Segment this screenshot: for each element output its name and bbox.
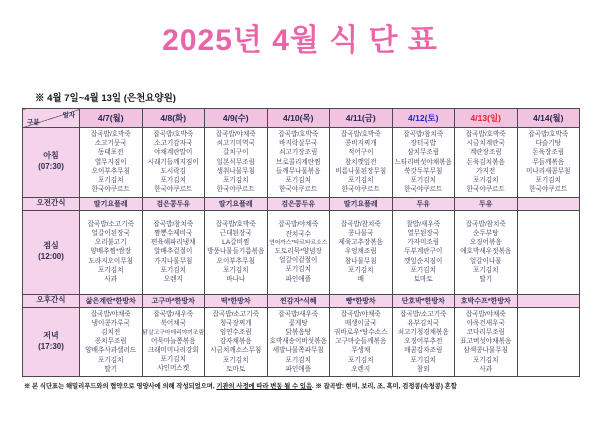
- menu-item: 오이부추무침: [216, 257, 255, 265]
- menu-item: 양배추사과샐러드: [85, 347, 137, 355]
- menu-item: 연어까스*타르타르소스: [269, 239, 328, 246]
- menu-item: 돈육장조림: [532, 149, 565, 157]
- menu-item: 아욱건새우국: [466, 319, 505, 327]
- menu-item: 잡곡밥/새우죽: [278, 310, 319, 318]
- table-row: [23, 197, 580, 210]
- menu-item: 삼색콩나물무침: [463, 347, 509, 355]
- menu-item: 꽃게탕: [288, 319, 308, 327]
- menu-item: 포기김치: [223, 356, 249, 364]
- menu-item: 한국야쿠르트: [279, 186, 318, 194]
- snack-cell: 딸기요플레: [80, 197, 143, 210]
- menu-item: 포기김치: [348, 356, 374, 364]
- menu-item: 포기김치: [410, 356, 436, 364]
- menu-item: 근대된장국: [219, 229, 252, 237]
- row-header-label: 아침: [43, 151, 59, 161]
- menu-item: 무들깨볶음: [532, 158, 565, 166]
- meal-cell: [267, 307, 330, 377]
- menu-item: 잡곡밥/호박죽: [90, 131, 131, 138]
- menu-item: 감자채볶음: [219, 338, 252, 346]
- menu-item: 포기김치: [98, 266, 124, 274]
- menu-item: 다슬기탕: [535, 140, 561, 148]
- menu-item: 잡곡밥/참치죽: [403, 131, 444, 138]
- menu-item: 열무된장국: [407, 229, 440, 237]
- meal-cell: [142, 210, 205, 294]
- menu-item: 오징어볶음: [469, 239, 502, 247]
- menu-item: 갈치구이: [223, 149, 249, 157]
- column-header: 4/8(화): [142, 109, 205, 128]
- menu-item: 가자미조림: [407, 239, 440, 247]
- menu-item: 포기김치: [348, 177, 374, 185]
- snack-cell: 검은콩두유: [267, 197, 330, 210]
- snack-cell: 두유: [455, 197, 518, 210]
- column-header: 4/13(일): [455, 109, 518, 128]
- menu-item: 사과: [479, 365, 493, 373]
- menu-item: 청국장찌개: [219, 319, 252, 327]
- menu-item: 유부김치국: [407, 319, 440, 327]
- menu-item: 잡곡밥/야채죽: [465, 310, 506, 318]
- menu-item: 잡곡밥/소고기죽: [87, 220, 134, 228]
- column-header: 4/12(토): [392, 109, 455, 128]
- menu-item: 잡곡밥/참치죽: [465, 220, 506, 228]
- menu-item: 바지락살무국: [279, 140, 318, 148]
- meal-cell: [205, 210, 268, 294]
- meal-cell: [80, 307, 143, 377]
- menu-item: 가지나물무침: [154, 257, 193, 265]
- date-range-subtitle: ※ 4월 7일~4월 13일 (은천요양원): [35, 93, 176, 104]
- menu-item: 딸기: [104, 365, 118, 373]
- row-header: [23, 210, 80, 294]
- menu-item: 잡곡밥/야채죽: [278, 221, 319, 229]
- table-row: [23, 294, 580, 307]
- menu-item: 브로콜리계란찜: [275, 158, 321, 166]
- footer-note-underlined: 기관의 사정에 따라 변동 될 수 있음: [216, 383, 313, 391]
- menu-item: 잡곡밥/소고기죽: [212, 310, 259, 318]
- snack-cell: 딸기요플레: [330, 197, 393, 210]
- menu-item: 한국야쿠르트: [91, 186, 130, 194]
- menu-item: 한국야쿠르트: [341, 186, 380, 194]
- menu-item: 동태포전: [98, 149, 124, 157]
- menu-item: 적어구이: [348, 149, 374, 157]
- menu-item: 포기김치: [285, 177, 311, 185]
- menu-item: 한국야쿠르트: [466, 186, 505, 194]
- menu-item: 포기김치: [160, 356, 186, 364]
- menu-item: 얼갈이겉절이: [279, 257, 318, 265]
- menu-item: 방풍나물들기름볶음: [207, 248, 265, 256]
- menu-item: 얼갈이나물: [469, 257, 502, 265]
- meal-cell: [267, 128, 330, 198]
- menu-item: 무생채: [351, 347, 371, 355]
- menu-item: 딸기: [479, 276, 493, 284]
- menu-item: 오이부추무침: [91, 167, 130, 175]
- menu-item: 토마토: [226, 365, 246, 373]
- meal-cell: [330, 210, 393, 294]
- meal-cell: [517, 128, 580, 198]
- menu-item: 포기김치: [410, 266, 436, 274]
- menu-item: 배: [357, 276, 364, 284]
- menu-item: 포기김치: [348, 266, 374, 274]
- corner-bottom-label: 구분: [27, 119, 40, 126]
- menu-item: 잡곡밥/참치죽: [340, 220, 381, 228]
- menu-item: 소고기감자국: [154, 140, 193, 148]
- menu-item: 잔치국수: [285, 230, 311, 238]
- menu-item: 비름나물된장무침: [335, 167, 387, 175]
- menu-item: 양배추찜*쌈장: [90, 248, 132, 256]
- menu-item: 매콤감자조림: [404, 347, 443, 355]
- row-header-label: 오후간식: [36, 295, 66, 305]
- meal-cell: [392, 128, 455, 198]
- snack-cell: 삶은계란*한방차: [80, 294, 143, 307]
- column-header: 4/11(금): [330, 109, 393, 128]
- menu-item: 포기김치: [98, 356, 124, 364]
- menu-item: 파인애플: [285, 275, 311, 283]
- header-row: [23, 109, 580, 128]
- snack-cell: [517, 294, 580, 307]
- menu-item: 김치전: [101, 328, 121, 336]
- menu-item: 호박새송이버섯볶음: [269, 338, 327, 346]
- menu-item: 돈육김치볶음: [466, 158, 505, 166]
- menu-item: 포기김치: [223, 266, 249, 274]
- menu-item: 한국야쿠르트: [529, 186, 568, 194]
- row-header: [23, 128, 80, 198]
- snack-cell: 두유: [392, 197, 455, 210]
- menu-item: 포기김치: [98, 177, 124, 185]
- menu-item: 잡곡밥/호박죽: [278, 131, 319, 138]
- snack-cell: 딸기요플레: [205, 197, 268, 210]
- menu-item: 시금치깨소스무침: [210, 347, 262, 355]
- menu-item: 야채계란말이: [154, 149, 193, 157]
- menu-item: 잡곡밥/호박죽: [215, 220, 256, 228]
- menu-item: 잡곡밥/호박죽: [153, 131, 194, 138]
- menu-item: 표고버섯야채볶음: [460, 338, 512, 346]
- row-header-time: (07:30): [38, 162, 64, 172]
- menu-item: 도라지오이무침: [88, 257, 134, 265]
- menu-item: 북어채국: [160, 320, 186, 328]
- menu-item: 쇠고기미역국: [216, 140, 255, 148]
- menu-item: 알배추겉절이: [154, 248, 193, 256]
- meal-cell: [517, 307, 580, 377]
- menu-item: 참치깻잎전: [344, 158, 377, 166]
- column-header: 4/10(목): [267, 109, 330, 128]
- table-row: [23, 210, 580, 294]
- row-header-label: 저녁: [43, 331, 59, 340]
- footer-note-part3: . ※ 잡곡밥: 현미, 보리, 조, 흑미, 검정콩(속청콩) 혼합: [312, 383, 457, 391]
- menu-item: 편육해파리냉채: [150, 239, 196, 247]
- snack-cell: 단호박*한방차: [392, 294, 455, 307]
- menu-item: 한국야쿠르트: [154, 186, 193, 194]
- table-row: [23, 128, 580, 198]
- column-header: 4/7(월): [80, 109, 143, 128]
- menu-item: 쇠고기청경채볶음: [397, 328, 449, 336]
- row-header-time: (17:30): [38, 341, 64, 351]
- menu-item: 두부계란구이: [404, 248, 443, 256]
- menu-item: 매생이굴국: [344, 319, 377, 327]
- menu-item: 바나나: [226, 276, 246, 284]
- meal-cell: [142, 307, 205, 377]
- menu-item: 파인애플: [285, 365, 311, 373]
- menu-item: 임연수조림: [219, 328, 252, 336]
- meal-cell: [455, 307, 518, 377]
- menu-item: 도시락김: [160, 167, 186, 175]
- snack-cell: 검은콩두유: [142, 197, 205, 210]
- menu-item: 한국야쿠르트: [404, 186, 443, 194]
- menu-item: 잡곡밥/야채죽: [215, 131, 256, 138]
- menu-item: 잡곡밥/새우죽: [153, 311, 194, 319]
- menu-item: 냉이콩가루국: [91, 319, 130, 327]
- meal-cell: [455, 210, 518, 294]
- menu-item: 장터국밥: [410, 140, 436, 148]
- snack-cell: 찐감자*식혜: [267, 294, 330, 307]
- menu-item: 오렌지: [351, 365, 371, 373]
- menu-item: 느타리버섯야채볶음: [394, 158, 452, 166]
- menu-item: 잡곡밥/호박죽: [465, 131, 506, 138]
- menu-item: 어묵마늘쫑볶음: [150, 337, 196, 345]
- column-header: 4/9(수): [205, 109, 268, 128]
- page-title: 2025년 4월 식 단 표: [162, 24, 438, 57]
- menu-item: 콩나물국: [348, 229, 374, 237]
- corner-top-label: 일자: [62, 112, 75, 119]
- meal-cell: [330, 307, 393, 377]
- menu-item: 우엉채조림: [344, 248, 377, 256]
- menu-item: 포기김치: [473, 266, 499, 274]
- menu-item: LA갈비찜: [222, 239, 250, 247]
- menu-item: 참외: [416, 365, 430, 373]
- footer-note: [24, 381, 600, 390]
- row-header: [23, 307, 80, 377]
- menu-item: 소고기뭇국: [94, 140, 127, 148]
- menu-item: 토마토: [413, 276, 433, 284]
- column-header: 4/14(월): [517, 109, 580, 128]
- menu-item: 깻잎순지짐이: [404, 257, 443, 265]
- menu-item: 계란장조림: [469, 149, 502, 157]
- menu-item: 코다리무조림: [466, 328, 505, 336]
- snack-cell: 빵*한방차: [330, 294, 393, 307]
- menu-item: 잡곡밥/호박죽: [528, 131, 569, 138]
- menu-item: 포기김치: [160, 177, 186, 185]
- meal-cell: [517, 210, 580, 294]
- menu-item: 오징어부추전: [404, 338, 443, 346]
- menu-item: 포기김치: [223, 177, 249, 185]
- menu-item: 잡곡밥/소고기죽: [400, 310, 447, 318]
- menu-item: 시래기들깨지짐이: [147, 158, 199, 166]
- menu-item: 샤인머스켓: [157, 365, 190, 373]
- menu-item: 포기김치: [160, 266, 186, 274]
- menu-item: 포기김치: [285, 266, 311, 274]
- menu-item: 잡곡밥/야채죽: [90, 310, 131, 318]
- menu-item: 쇠고기장조림: [279, 149, 318, 157]
- meal-cell: [267, 210, 330, 294]
- row-header-label: 점심: [43, 241, 59, 251]
- menu-item: 얼갈이된장국: [91, 229, 130, 237]
- menu-item: 오렌지: [163, 276, 183, 284]
- meal-cell: [455, 128, 518, 198]
- menu-item: 사과: [104, 276, 118, 284]
- menu-item: 포기김치: [473, 356, 499, 364]
- menu-item: 고구마순들깨볶음: [335, 338, 387, 346]
- menu-item: 참나물무침: [344, 257, 377, 265]
- snack-cell: 호박수프*한방차: [455, 294, 518, 307]
- row-header-label: 오전간식: [36, 198, 66, 208]
- meal-cell: [392, 307, 455, 377]
- meal-cell: [142, 128, 205, 198]
- menu-item: 궈바로우*탕수소스: [333, 328, 388, 336]
- menu-item: 닭볶음탕: [285, 328, 311, 336]
- menu-item: 가지전: [476, 167, 496, 175]
- menu-item: 포기김치: [473, 177, 499, 185]
- menu-item: 순두부탕: [473, 229, 499, 237]
- table-row: [23, 307, 580, 377]
- menu-item: 잡곡밥/참치죽: [153, 220, 194, 228]
- menu-item: 제육고추장볶음: [338, 239, 384, 247]
- menu-item: 콩비지찌개: [344, 140, 377, 148]
- menu-item: 잡곡밥/야채죽: [340, 310, 381, 318]
- meal-cell: [205, 307, 268, 377]
- meal-cell: [80, 210, 143, 294]
- snack-cell: 고구마*한방차: [142, 294, 205, 307]
- menu-item: 포기김치: [410, 177, 436, 185]
- menu-item: 미나리새콤무침: [525, 167, 571, 175]
- menu-item: 열무지짐이: [94, 158, 127, 166]
- menu-item: 오리불고기: [94, 239, 127, 247]
- menu-item: 포기김치: [285, 356, 311, 364]
- meal-cell: [205, 128, 268, 198]
- menu-item: 찰밥/새우죽: [406, 220, 441, 228]
- meal-cell: [330, 128, 393, 198]
- row-header: [23, 294, 80, 307]
- menu-item: 잡곡밥/호박죽: [340, 131, 381, 138]
- menu-item: 시금치계란국: [466, 140, 505, 148]
- menu-item: 도토리묵*양념장: [274, 247, 322, 255]
- row-header-time: (12:00): [38, 252, 64, 262]
- meal-cell: [80, 128, 143, 198]
- menu-item: 삼치무조림: [407, 149, 440, 157]
- menu-item: 크래미미나리강회: [147, 346, 199, 354]
- footer-note-part1: ※ 본 식단표는 해밀리푸드와의 협약으로 영양사에 의해 작성되었으며,: [24, 383, 217, 391]
- menu-item: 일본식무조림: [216, 158, 255, 166]
- menu-item: 쑥갓두부무침: [404, 167, 443, 175]
- snack-cell: 떡*한방차: [205, 294, 268, 307]
- menu-item: 포기김치: [535, 177, 561, 185]
- menu-item: 짬뽕수제비국: [154, 229, 193, 237]
- menu-item: 들깨무나물볶음: [275, 167, 321, 175]
- menu-item: 애호박새우젓볶음: [460, 248, 512, 256]
- menu-item: 한국야쿠르트: [216, 186, 255, 194]
- menu-item: 생취나물무침: [216, 167, 255, 175]
- menu-item: 꽁치무조림: [94, 338, 127, 346]
- meal-cell: [392, 210, 455, 294]
- menu-item: 세발나물쪽파무침: [272, 347, 324, 355]
- snack-cell: [517, 197, 580, 210]
- menu-item: 닭살고구마데리야끼조림: [142, 329, 204, 336]
- corner-cell: [23, 109, 80, 128]
- menu-table: [22, 108, 580, 377]
- row-header: [23, 197, 80, 210]
